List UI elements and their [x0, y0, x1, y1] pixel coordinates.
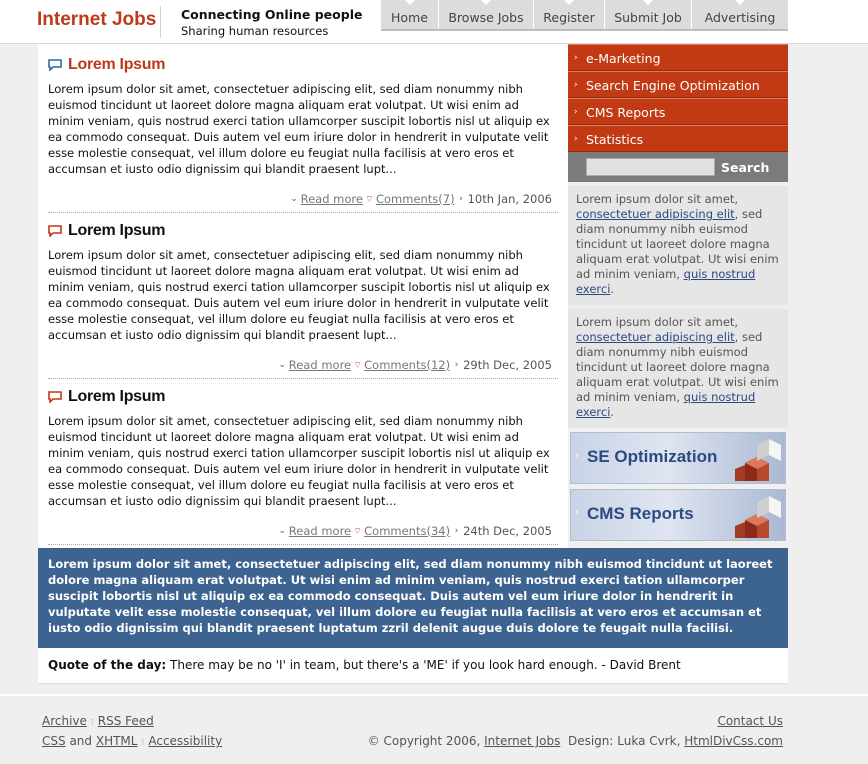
- chevron-right-icon: ›: [459, 194, 463, 204]
- nav-label: Register: [543, 10, 595, 25]
- comments-link[interactable]: Comments(7): [375, 192, 455, 206]
- nav-home[interactable]: [381, 0, 439, 29]
- css-link[interactable]: CSS: [42, 734, 66, 748]
- post-divider: [48, 212, 558, 213]
- banner-label: SE Optimization: [587, 447, 718, 466]
- footer-links-row: [42, 714, 154, 728]
- sidebar-menu: [568, 44, 788, 152]
- box-link[interactable]: consectetuer adipiscing elit: [576, 207, 735, 221]
- post-date: 10th Jan, 2006: [467, 192, 552, 206]
- separator: ⁝: [141, 738, 145, 748]
- tagline-sub: Sharing human resources: [181, 24, 329, 38]
- chevron-right-icon: ›: [454, 360, 459, 370]
- nav-marker-icon: [735, 0, 745, 5]
- box-text: , sed diam nonummy nibh euismod tincidunt ut laoreet dolore magna aliquam erat volutpat. Ut wisi enim ad minim veniam,: [576, 330, 779, 404]
- comment-bubble-icon: [48, 225, 62, 237]
- chevron-right-icon: ›: [575, 507, 579, 518]
- chevron-right-icon: ›: [574, 80, 578, 90]
- nav-label: Browse Jobs: [448, 10, 524, 25]
- post-date: 29th Dec, 2005: [463, 358, 552, 372]
- comment-bubble-icon: [48, 59, 62, 71]
- copyright-text: © Copyright 2006,: [367, 734, 485, 748]
- footer-contact-row: [717, 714, 783, 728]
- comment-bubble-icon: [48, 391, 62, 403]
- xhtml-link[interactable]: XHTML: [95, 734, 138, 748]
- tagline-main: Connecting Online people: [181, 7, 363, 22]
- contact-us-link[interactable]: Contact Us: [717, 714, 783, 728]
- sidebar-item-e-marketing[interactable]: [568, 44, 788, 71]
- read-more-link[interactable]: Read more: [288, 524, 352, 538]
- sidebar-item-label: e-Marketing: [586, 51, 661, 66]
- post-body: Lorem ipsum dolor sit amet, consectetuer adipiscing elit, sed diam nonummy nibh euismod tincidunt ut laoreet dolore magna aliquam erat volutpat. Ut wisi enim ad minim veniam, quis nostrud exerci tation ullamcorper suscipit lobortis nisl ut aliquip ex ea commodo consequat. Duis autem vel eum iriure dolor in hendrerit in vulputate velit esse molestie consequat, vel illum dolore eu feugiat nulla facilisis at vero eros et accumsan et iusto odio dignissim qui blandit praesent lupt...: [48, 248, 550, 342]
- post-title[interactable]: Lorem Ipsum: [68, 388, 166, 405]
- post-title[interactable]: Lorem Ipsum: [68, 222, 166, 239]
- post-meta: [276, 524, 552, 538]
- comments-link[interactable]: Comments(12): [364, 358, 451, 372]
- banner-inner: [570, 432, 786, 484]
- comment-icon: ⌔: [365, 194, 374, 205]
- quote-text: There may be no 'I' in team, but there's a 'ME' if you look hard enough. - David Brent: [166, 658, 681, 672]
- sidebar-item-seo[interactable]: [568, 71, 788, 98]
- sidebar-item-cms-reports[interactable]: [568, 98, 788, 125]
- rss-feed-link[interactable]: RSS Feed: [97, 714, 154, 728]
- blocks-illustration-icon: [727, 492, 783, 540]
- post: [48, 220, 558, 343]
- read-more-link[interactable]: Read more: [288, 358, 352, 372]
- post-divider: [48, 544, 558, 545]
- sidebar-text-box: [568, 309, 788, 428]
- banner-inner: [570, 489, 786, 541]
- sidebar-item-label: Search Engine Optimization: [586, 78, 760, 93]
- box-text: Lorem ipsum dolor sit amet,: [576, 315, 739, 329]
- htmldivcss-link[interactable]: HtmlDivCss.com: [684, 734, 783, 748]
- nav-label: Submit Job: [614, 10, 682, 25]
- banner-label: CMS Reports: [587, 504, 694, 523]
- search-box: [568, 152, 788, 182]
- comments-link[interactable]: Comments(34): [364, 524, 451, 538]
- comment-icon: ⌔: [353, 360, 362, 371]
- box-text: .: [610, 405, 615, 419]
- blocks-illustration-icon: [727, 435, 783, 483]
- post-divider: [48, 378, 558, 379]
- box-text: .: [610, 282, 615, 296]
- archive-link[interactable]: Archive: [42, 714, 87, 728]
- nav-marker-icon: [481, 0, 491, 5]
- sidebar-item-label: Statistics: [586, 132, 644, 147]
- sidebar-item-label: CMS Reports: [586, 105, 666, 120]
- design-credit-text: Design: Luka Cvrk,: [560, 734, 685, 748]
- post-meta: [288, 192, 552, 206]
- chevron-right-icon: ›: [574, 134, 578, 144]
- nav-advertising[interactable]: [692, 0, 788, 29]
- nav-label: Home: [391, 10, 428, 25]
- banner-cms-reports[interactable]: [568, 487, 788, 543]
- box-link[interactable]: consectetuer adipiscing elit: [576, 330, 735, 344]
- post-meta: [276, 358, 552, 372]
- chevron-right-icon: ›: [574, 107, 578, 117]
- post-title-row: [48, 54, 558, 76]
- read-more-link[interactable]: Read more: [300, 192, 363, 206]
- chevron-down-icon: ⌄: [278, 526, 287, 536]
- chevron-right-icon: ›: [454, 526, 459, 536]
- nav-submit-job[interactable]: [605, 0, 692, 29]
- post: [48, 386, 558, 509]
- quote-of-the-day: [38, 648, 788, 684]
- sidebar-text-box: [568, 186, 788, 305]
- top-nav: [381, 0, 788, 31]
- chevron-down-icon: ⌄: [290, 194, 298, 204]
- accessibility-link[interactable]: Accessibility: [148, 734, 223, 748]
- chevron-down-icon: ⌄: [278, 360, 287, 370]
- banner-se-optimization[interactable]: [568, 430, 788, 486]
- post-body: Lorem ipsum dolor sit amet, consectetuer adipiscing elit, sed diam nonummy nibh euismod tincidunt ut laoreet dolore magna aliquam erat volutpat. Ut wisi enim ad minim veniam, quis nostrud exerci tation ullamcorper suscipit lobortis nisl ut aliquip ex ea commodo consequat. Duis autem vel eum iriure dolor in hendrerit in vulputate velit esse molestie consequat, vel illum dolore eu feugiat nulla facilisis at vero eros et accumsan et iusto odio dignissim qui blandit praesent lupt...: [48, 414, 550, 508]
- comment-icon: ⌔: [353, 526, 362, 537]
- footer-text: and: [65, 734, 96, 748]
- sidebar-item-statistics[interactable]: [568, 125, 788, 152]
- nav-browse-jobs[interactable]: [439, 0, 534, 29]
- chevron-right-icon: ›: [575, 450, 579, 461]
- search-button[interactable]: Search: [721, 160, 770, 175]
- nav-label: Advertising: [704, 10, 776, 25]
- main-content: [38, 44, 568, 548]
- box-link[interactable]: quis nostrud exerci: [576, 390, 756, 419]
- chevron-right-icon: ›: [574, 53, 578, 63]
- footer-standards-row: [42, 734, 222, 748]
- site-logo[interactable]: Internet Jobs: [37, 9, 157, 30]
- box-text: , sed diam nonummy nibh euismod tincidunt ut laoreet dolore magna aliquam erat volutpat. Ut wisi enim ad minim veniam,: [576, 207, 779, 281]
- quote-label: Quote of the day:: [48, 658, 167, 672]
- post-title[interactable]: Lorem Ipsum: [68, 56, 166, 73]
- internet-jobs-link[interactable]: Internet Jobs: [484, 734, 561, 748]
- box-link[interactable]: quis nostrud exerci: [576, 267, 756, 296]
- nav-marker-icon: [643, 0, 653, 5]
- logo-divider: [160, 6, 161, 38]
- nav-marker-icon: [564, 0, 574, 5]
- search-input[interactable]: [586, 158, 715, 176]
- nav-marker-icon: [405, 0, 415, 5]
- post-body: Lorem ipsum dolor sit amet, consectetuer adipiscing elit, sed diam nonummy nibh euismod tincidunt ut laoreet dolore magna aliquam erat volutpat. Ut wisi enim ad minim veniam, quis nostrud exerci tation ullamcorper suscipit lobortis nisl ut aliquip ex ea commodo consequat. Duis autem vel eum iriure dolor in hendrerit in vulputate velit esse molestie consequat, vel illum dolore eu feugiat nulla facilisis at vero eros et accumsan et iusto odio dignissim qui blandit praesent lupt...: [48, 82, 550, 176]
- post-title-row: [48, 386, 558, 408]
- post-title-row: [48, 220, 558, 242]
- footer-copyright-row: [368, 734, 783, 748]
- box-text: Lorem ipsum dolor sit amet,: [576, 192, 739, 206]
- separator: ⁝: [90, 718, 94, 728]
- featured-text-block: Lorem ipsum dolor sit amet, consectetuer adipiscing elit, sed diam nonummy nibh euismod tincidunt ut laoreet dolore magna aliquam erat volutpat. Ut wisi enim ad minim veniam, quis nostrud exerci tation ullamcorper suscipit lobortis nisl ut aliquip ex ea commodo consequat. Duis autem vel eum iriure dolor in hendrerit in vulputate velit esse molestie consequat, vel illum dolore eu feugiat nulla facilisis at vero eros et accumsan et iusto odio dignissim qui blandit praesent luptatum zzril delenit augue duis dolore te feugait nulla facilisi.: [38, 548, 788, 648]
- post-date: 24th Dec, 2005: [463, 524, 552, 538]
- footer-divider: [0, 694, 868, 696]
- nav-register[interactable]: [534, 0, 605, 29]
- post: [48, 54, 558, 177]
